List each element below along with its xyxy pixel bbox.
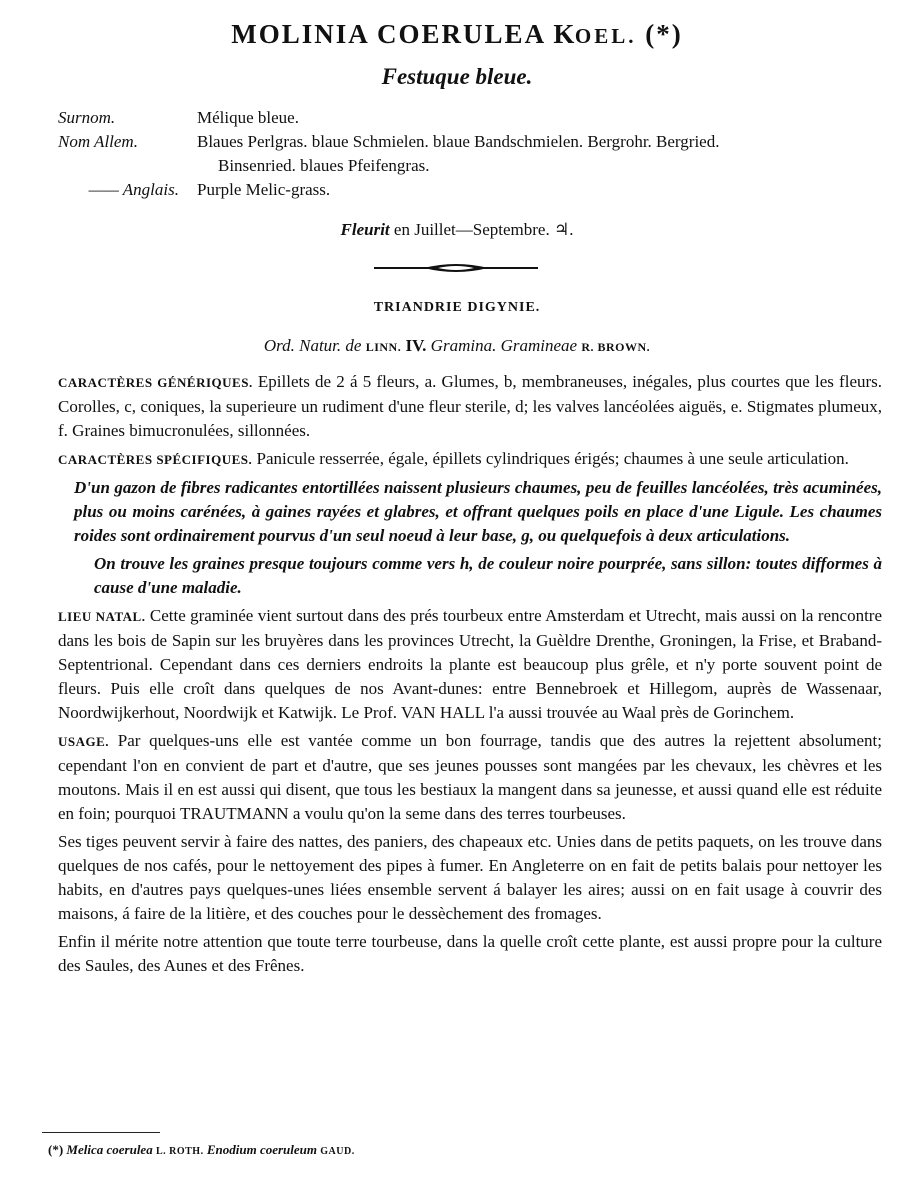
names-value: Mélique bleue. xyxy=(197,108,299,127)
names-value: Blaues Perlgras. blaue Schmielen. blaue Bandschmielen. Bergrohr. Bergried. xyxy=(197,132,720,151)
ord-gramina: Gramina. Gramineae xyxy=(430,336,578,355)
section-head: CARACTÈRES GÉNÉRIQUES. xyxy=(58,375,253,390)
footnote-author-a: L. ROTH. xyxy=(155,1146,204,1157)
section-text: Panicule resserrée, égale, épillets cylindriques érigés; chaumes à une seule articulation. xyxy=(256,449,849,468)
section-head: CARACTÈRES SPÉCIFIQUES. xyxy=(58,452,253,467)
footnote-author-b: GAUD. xyxy=(320,1146,355,1157)
page-title xyxy=(0,16,914,54)
footnote-mark: (*) xyxy=(48,1142,64,1157)
ord-brown: R. BROWN. xyxy=(581,340,651,354)
specific-characters xyxy=(58,447,882,472)
title-author-rest: OEL. xyxy=(574,24,637,48)
section-text: Epillets de 2 á 5 fleurs, a. Glumes, b, membraneuses, inégales, plus courtes que les fleurs. Corolles, c, coniques, la superieure un rudiment d'une fleur sterile, d; les valves lancéolées aiguës, e. Stigmates plumeux, f. Graines bimucronulées, sillonnées. xyxy=(58,372,883,440)
native-place xyxy=(58,604,882,725)
seed-paragraph: On trouve les graines presque toujours comme vers h, de couleur noire pourprée, sans sillon: toutes difformes à cause d'une maladie. xyxy=(94,554,882,597)
section-head: LIEU NATAL. xyxy=(58,609,146,624)
section-text: Par quelques-uns elle est vantée comme un bon fourrage, tandis que des autres la rejettent absolument; cependant l'on en convient de part et d'autre, que ses jeunes pousses sont mangées par les chevaux, les chèvres et les moutons. Mais il en est aussi qui disent, que tous les bestiaux la mangent dans sa jeunesse, et aussi quand elle est réduite en foin; pourquoi TRAUTMANN a voulu qu'on la seme dans des terres tourbeuses. xyxy=(58,731,882,823)
generic-characters xyxy=(58,370,882,443)
names-row-allem xyxy=(58,130,888,154)
ornament-divider-icon xyxy=(374,262,538,274)
flowering-label: Fleurit xyxy=(340,220,390,239)
names-label: —— Anglais. xyxy=(88,180,179,199)
section-head: USAGE. xyxy=(58,734,110,749)
final-paragraph: Enfin il mérite notre attention que toute terre tourbeuse, dans la quelle croît cette plante, est aussi propre pour la culture des Saules, des Aunes et des Frênes. xyxy=(58,932,882,975)
class-heading: TRIANDRIE DIGYNIE. xyxy=(373,300,541,315)
description-paragraph: D'un gazon de fibres radicantes entortillées naissent plusieurs chaumes, peu de feuilles lancéolées, très acuminées, plus ou moins carénées, à gaines rayées et glabres, et offrant quelques poils en place d'une Ligule. Les chaumes roides sont ordinairement pourvus d'un seul noeud à leur base, g, ou quelquefois à deux articulations. xyxy=(74,478,882,545)
names-value: Purple Melic-grass. xyxy=(197,180,331,199)
common-names xyxy=(58,106,888,202)
ord-linn: LINN. xyxy=(365,340,402,354)
title-author-initial: K xyxy=(553,19,575,49)
names-label: Surnom. xyxy=(58,108,116,127)
ord-number: IV. xyxy=(405,336,427,355)
natural-order-line xyxy=(0,334,914,359)
main-text xyxy=(58,370,882,982)
footnote-rule xyxy=(42,1132,160,1133)
footnote-name-b: Enodium coeruleum xyxy=(206,1142,318,1157)
footnote xyxy=(48,1138,868,1164)
flowering-text: en Juillet—Septembre. ♃. xyxy=(393,220,574,239)
page-subtitle: Festuque bleue. xyxy=(381,64,533,89)
names-row-surnom xyxy=(58,106,888,130)
title-species: MOLINIA COERULEA xyxy=(231,19,545,49)
ord-text: Ord. Natur. de xyxy=(263,336,362,355)
flowering-line xyxy=(0,218,914,242)
names-label: Nom Allem. xyxy=(58,132,138,151)
section-text: Cette graminée vient surtout dans des prés tourbeux entre Amsterdam et Utrecht, mais aussi on la rencontre dans les bois de Sapin sur les bruyères dans les provinces Utrecht, la Guèldre Drenthe, Groningen, la Frise, et Braband-Septentrional. Cependant dans ces derniers endroits la plante est beaucoup plus grêle, et n'y porte souvent point de fleurs. Puis elle croît dans quelques de nos Avant-dunes: entre Bennebroek et Hillegom, auprès de Wassenaar, Noordwijkerhout, Noordwijk et Katwijk. Le Prof. VAN HALL l'a aussi trouvée au Waal près de Gorinchem. xyxy=(58,606,883,722)
footnote-name-a: Melica coerulea xyxy=(66,1142,153,1157)
title-note-ref: (*) xyxy=(645,19,683,49)
stems-paragraph: Ses tiges peuvent servir à faire des nattes, des paniers, des chapeaux etc. Unies dans de petits paquets, on les trouve dans quelques de nos cafés, pour le nettoyement des pipes à fumer. En Angleterre on en fait de petits balais pour nettoyer les habits, en d'autres pays quelques-unes liées ensemble servent á balayer les aires; aussi on en fait usage à couvrir des maisons, á faire de la litière, et des couches pour le dessèchement des fromages. xyxy=(58,832,882,923)
names-row-anglais xyxy=(58,178,888,202)
names-continuation: Binsenried. blaues Pfeifengras. xyxy=(218,156,430,175)
usage xyxy=(58,729,882,826)
